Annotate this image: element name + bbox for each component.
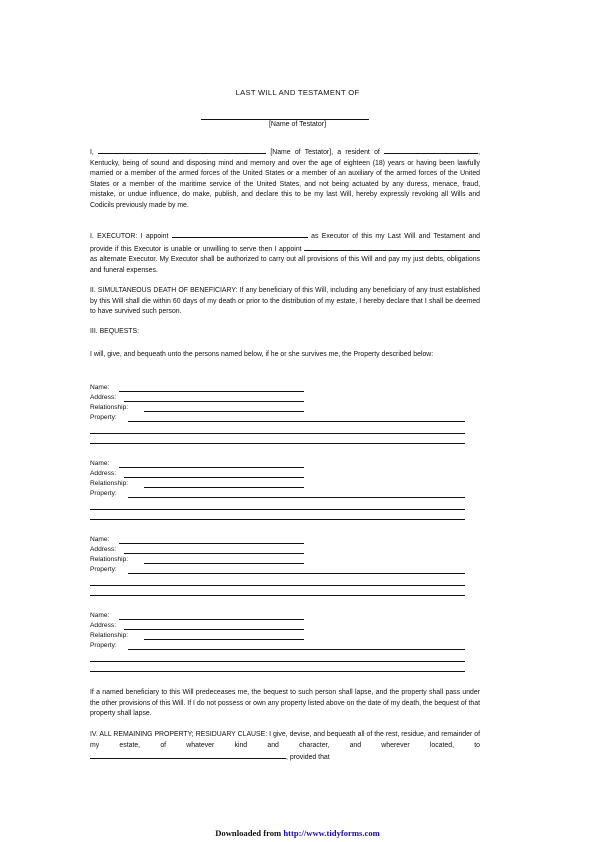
relationship-label: Relationship: (90, 480, 129, 487)
bequests-intro: I will, give, and bequeath unto the persons named below, if he or she survives me, the Property described below: (90, 351, 434, 358)
property-line[interactable] (90, 433, 465, 434)
relationship-line[interactable] (144, 411, 304, 412)
name-line[interactable] (119, 467, 304, 468)
address-label: Address: (90, 546, 117, 553)
name-label: Name: (90, 612, 110, 619)
property-line[interactable] (90, 519, 465, 520)
residuary-text-1: IV. ALL REMAINING PROPERTY; RESIDUARY CLAUSE: I give, devise, and bequeath all of the rest, residue, and remainder of my estate, of whatever kind and character, and wherever located, to (90, 731, 480, 749)
testator-name-line[interactable] (201, 109, 369, 120)
name-line[interactable] (119, 543, 304, 544)
beneficiary-group-4 (90, 611, 480, 651)
lapse-paragraph: If a named beneficiary to this Will predeceases me, the bequest to such person shall lapse, and the property shall pass under the other provisions of this Will. If I do not possess or own any property listed above on the date of my death, the bequest of that property shall lapse. (90, 689, 480, 718)
testator-label: [Name of Testator] (268, 121, 327, 128)
beneficiary-group-2 (90, 459, 480, 499)
residuary-beneficiary-blank[interactable] (90, 751, 286, 759)
simultaneous-death-paragraph: II. SIMULTANEOUS DEATH OF BENEFICIARY: If any beneficiary of this Will, including any beneficiary of any trust established by this Will shall die within 60 days of my death or prior to the distribution of my estate, I hereby declare that I shall be deemed to have survived such person. (90, 287, 480, 316)
property-line[interactable] (90, 595, 465, 596)
download-footer (0, 828, 595, 838)
footer-prefix: Downloaded from (215, 828, 282, 838)
address-line[interactable] (124, 629, 304, 630)
residuary-text-2: , provided that (286, 754, 330, 762)
address-line[interactable] (124, 477, 304, 478)
relationship-line[interactable] (144, 639, 304, 640)
property-line[interactable] (90, 661, 465, 662)
relationship-line[interactable] (144, 563, 304, 564)
property-line[interactable] (90, 671, 465, 672)
address-label: Address: (90, 394, 117, 401)
property-line[interactable] (128, 573, 465, 574)
intro-text-3: , Kentucky, being of sound and disposing mind and memory and over the age of eighteen (18) years or having been lawfully married or a member of the armed forces of the United States or a member of an auxiliary of the armed forces of the United States or a member of the maritime service of the United States, and not being actuated by any duress, menace, fraud, mistake, or undue influence, do make, publish, and declare this to be my last Will, hereby expressly revoking all Wills and Codicils previously made by me. (90, 149, 480, 209)
property-line[interactable] (128, 649, 465, 650)
alternate-executor-blank[interactable] (304, 243, 480, 251)
name-label: Name: (90, 384, 110, 391)
property-label: Property: (90, 414, 117, 421)
name-line[interactable] (119, 391, 304, 392)
executor-name-blank[interactable] (172, 230, 308, 238)
property-line[interactable] (90, 509, 465, 510)
intro-text-1: I, (90, 149, 94, 156)
executor-text-3: as alternate Executor. My Executor shall be authorized to carry out all provisions of this Will and pay my just debts, obligations and funeral expenses. (90, 256, 480, 274)
intro-text-2: [Name of Testator], a resident of (270, 149, 380, 156)
testator-name-blank[interactable] (98, 146, 266, 154)
executor-paragraph (90, 230, 480, 276)
property-line[interactable] (90, 585, 465, 586)
address-label: Address: (90, 470, 117, 477)
beneficiary-group-3 (90, 535, 480, 575)
property-line[interactable] (128, 497, 465, 498)
name-line[interactable] (119, 619, 304, 620)
property-label: Property: (90, 642, 117, 649)
bequests-heading: III. BEQUESTS: (90, 328, 140, 335)
document-title: LAST WILL AND TESTAMENT OF (235, 88, 360, 97)
name-label: Name: (90, 536, 110, 543)
executor-text-1: I. EXECUTOR: I appoint (90, 233, 169, 240)
name-label: Name: (90, 460, 110, 467)
beneficiary-group-1 (90, 383, 480, 423)
relationship-label: Relationship: (90, 404, 129, 411)
executor-text-2: as Executor of this my Last Will and Testament and provide if this Executor is unable or unwilling to serve then I appoint (90, 233, 480, 253)
relationship-line[interactable] (144, 487, 304, 488)
residuary-paragraph (90, 730, 480, 764)
relationship-label: Relationship: (90, 556, 129, 563)
county-blank[interactable] (384, 146, 478, 154)
footer-link[interactable]: http://www.tidyforms.com (283, 828, 380, 838)
address-line[interactable] (124, 553, 304, 554)
address-label: Address: (90, 622, 117, 629)
address-line[interactable] (124, 401, 304, 402)
relationship-label: Relationship: (90, 632, 129, 639)
property-line[interactable] (128, 421, 465, 422)
property-line[interactable] (90, 443, 465, 444)
intro-paragraph (90, 146, 480, 212)
property-label: Property: (90, 490, 117, 497)
property-label: Property: (90, 566, 117, 573)
